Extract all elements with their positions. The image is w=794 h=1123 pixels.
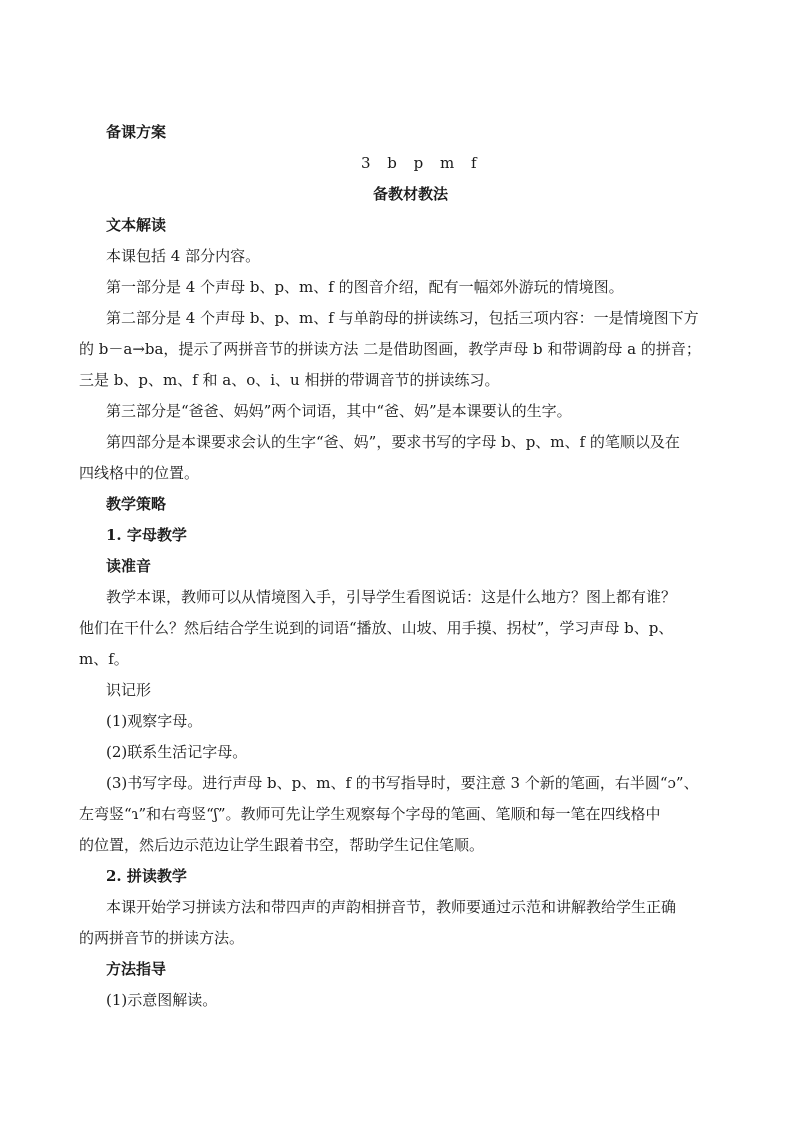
lesson-title: 3 b p m f — [361, 154, 483, 172]
list-item-write-line2: 左弯竖“ɿ”和右弯竖“ʃ”。教师可先让学生观察每个字母的笔画、笔顺和每一笔在四线格中 — [79, 805, 661, 823]
paragraph-part1: 第一部分是 4 个声母 b、p、m、f 的图音介绍，配有一幅郊外游玩的情境图。 — [106, 278, 624, 296]
list-item-life: (2)联系生活记字母。 — [106, 743, 248, 761]
paragraph-part2-line2: 的 b－a→ba，提示了两拼音节的拼读方法 二是借助图画，教学声母 b 和带调韵母 a 的拼音； — [79, 340, 701, 358]
list-item-write-line1: (3)书写字母。进行声母 b、p、m、f 的书写指导时，要注意 3 个新的笔画，右半圆“ɔ”、 — [106, 774, 699, 792]
paragraph-read-line1: 教学本课，教师可以从情境图入手，引导学生看图说话：这是什么地方？图上都有谁？ — [106, 588, 677, 606]
heading-text-reading: 文本解读 — [106, 216, 167, 234]
list-item-diagram: (1)示意图解读。 — [106, 991, 218, 1009]
paragraph-part4-line1: 第四部分是本课要求会认的生字“爸、妈”，要求书写的字母 b、p、m、f 的笔顺以及在 — [106, 433, 680, 451]
list-item-observe: (1)观察字母。 — [106, 712, 203, 730]
heading-letter-teaching: 1. 字母教学 — [106, 526, 187, 544]
heading-method: 方法指导 — [106, 960, 167, 978]
paragraph-intro: 本课包括 4 部分内容。 — [106, 247, 261, 265]
paragraph-spell-line1: 本课开始学习拼读方法和带四声的声韵相拼音节，教师要通过示范和讲解教给学生正确 — [106, 898, 677, 916]
section-title: 备教材教法 — [373, 185, 449, 203]
heading-spell-teaching: 2. 拼读教学 — [106, 867, 187, 885]
paragraph-part2-line1: 第二部分是 4 个声母 b、p、m、f 与单韵母的拼读练习，包括三项内容：一是情境图下方 — [106, 309, 699, 327]
paragraph-part2-line3: 三是 b、p、m、f 和 a、o、i、u 相拼的带调音节的拼读练习。 — [79, 371, 500, 389]
document-body — [79, 117, 719, 1016]
doc-header: 备课方案 — [106, 123, 167, 141]
heading-read-sound: 读准音 — [106, 557, 152, 575]
heading-strategy: 教学策略 — [106, 495, 167, 513]
paragraph-part3: 第三部分是“爸爸、妈妈”两个词语，其中“爸、妈”是本课要认的生字。 — [106, 402, 572, 420]
paragraph-read-line2: 他们在干什么？然后结合学生说到的词语“播放、山坡、用手摸、拐杖”，学习声母 b、p、 — [79, 619, 674, 637]
paragraph-part4-line2: 四线格中的位置。 — [79, 464, 200, 482]
list-item-write-line3: 的位置，然后边示范边让学生跟着书空，帮助学生记住笔顺。 — [79, 836, 485, 854]
heading-recognize-shape: 识记形 — [106, 681, 152, 699]
paragraph-read-line3: m、f。 — [79, 650, 129, 668]
paragraph-spell-line2: 的两拼音节的拼读方法。 — [79, 929, 245, 947]
